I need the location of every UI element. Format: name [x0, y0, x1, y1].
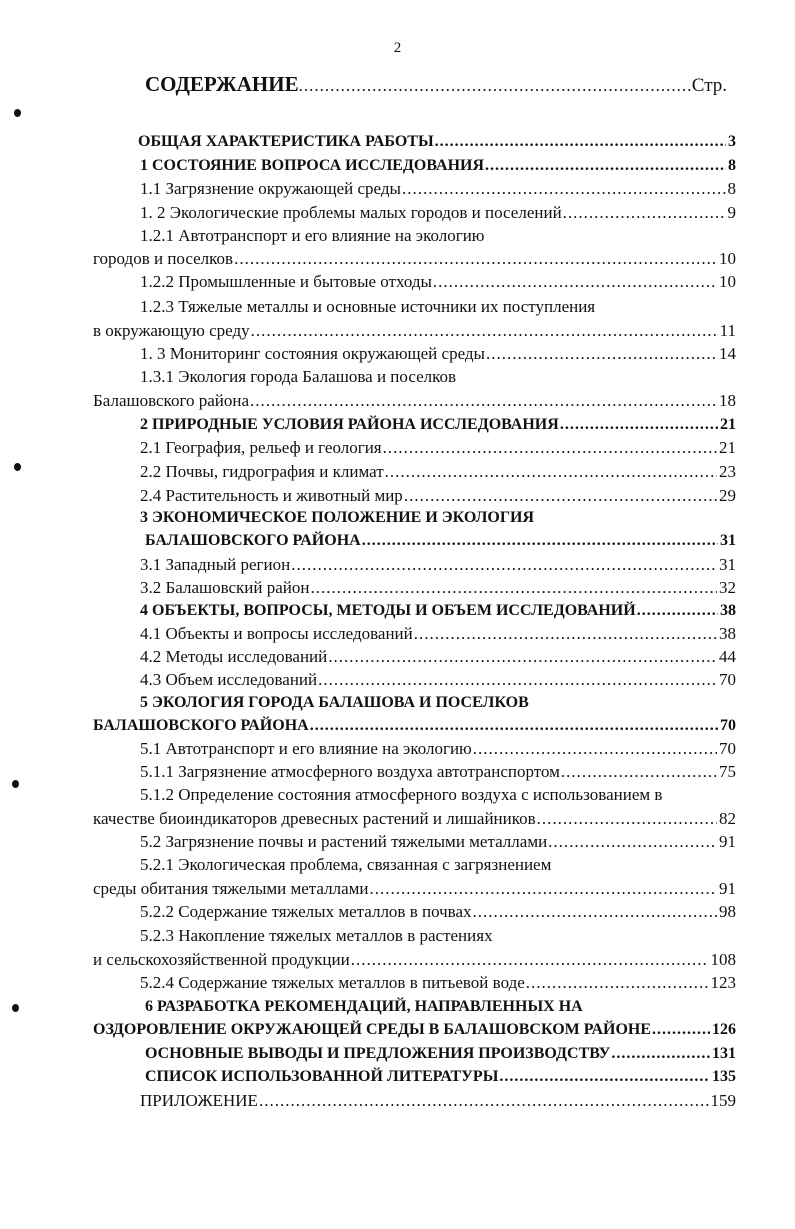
toc-entry-page: 126 [712, 1021, 736, 1038]
toc-entry [140, 225, 485, 247]
dot-leader [362, 530, 718, 552]
toc-entry [93, 1019, 736, 1041]
toc-entry-page: 8 [727, 179, 736, 198]
toc-entry-title: 3 ЭКОНОМИЧЕСКОЕ ПОЛОЖЕНИЕ И ЭКОЛОГИЯ [140, 509, 535, 526]
toc-entry-page: 70 [719, 739, 736, 758]
toc-entry [140, 271, 736, 293]
toc-entry-page: 10 [719, 272, 736, 291]
toc-entry-title: 5.2.4 Содержание тяжелых металлов в питьевой воде [140, 973, 525, 992]
toc-entry-page: 21 [719, 438, 736, 457]
scan-speck [14, 463, 21, 471]
toc-entry [140, 554, 736, 576]
toc-entry-page: 123 [710, 973, 736, 992]
dot-leader [251, 320, 718, 342]
dot-leader [291, 554, 717, 576]
toc-entry-title: 4 ОБЪЕКТЫ, ВОПРОСЫ, МЕТОДЫ И ОБЪЕМ ИССЛЕДОВАНИЙ [140, 602, 636, 619]
toc-entry [140, 507, 534, 529]
dot-leader [563, 202, 726, 224]
dot-leader [486, 343, 717, 365]
toc-entry [140, 831, 736, 853]
dot-leader [473, 738, 717, 760]
dot-leader [435, 131, 726, 153]
toc-entry-page: 14 [719, 344, 736, 363]
toc-entry-title: и сельскохозяйственной продукции [93, 950, 350, 969]
scan-speck [14, 109, 21, 117]
toc-entry [140, 784, 662, 806]
dot-leader [259, 1090, 709, 1112]
dot-leader [499, 1066, 710, 1088]
toc-entry-page: 29 [719, 486, 736, 505]
toc-entry-page: 98 [719, 902, 736, 921]
toc-entry-title: 5.2.3 Накопление тяжелых металлов в растениях [140, 926, 493, 945]
toc-entry-page: 38 [719, 624, 736, 643]
toc-entry-title: 1. 3 Мониторинг состояния окружающей среды [140, 344, 485, 363]
toc-entry-title: 3.2 Балашовский район [140, 578, 310, 597]
toc-entry-title: 5.2 Загрязнение почвы и растений тяжелыми металлами [140, 832, 548, 851]
page-column-label: Стр. [691, 75, 727, 96]
toc-entry-title: ПРИЛОЖЕНИЕ [140, 1091, 258, 1110]
toc-entry [140, 414, 736, 436]
dot-leader [473, 901, 717, 923]
toc-entry-page: 70 [720, 717, 736, 734]
toc-entry-title: 5.2.1 Экологическая проблема, связанная с загрязнением [140, 855, 552, 874]
toc-entry [93, 715, 736, 737]
toc-entry-title: СПИСОК ИСПОЛЬЗОВАННОЙ ЛИТЕРАТУРЫ [145, 1068, 499, 1085]
toc-entry-page: 75 [719, 762, 736, 781]
toc-entry-page: 38 [720, 602, 736, 619]
dot-leader [383, 437, 717, 459]
toc-entry [140, 577, 736, 599]
dot-leader [250, 390, 717, 412]
toc-entry-page: 91 [719, 879, 736, 898]
toc-entry-page: 21 [720, 416, 736, 433]
dot-leader [385, 461, 717, 483]
toc-entry-title: Балашовского района [93, 391, 250, 410]
toc-entry-page: 32 [719, 578, 736, 597]
toc-entry-title: 4.3 Объем исследований [140, 670, 318, 689]
page-number: 2 [393, 40, 402, 56]
toc-entry [140, 366, 456, 388]
toc-entry-page: 9 [727, 203, 736, 222]
toc-entry-title: в окружающую среду [93, 321, 250, 340]
toc-entry-title: 2.4 Растительность и животный мир [140, 486, 403, 505]
toc-entry [145, 1066, 736, 1088]
toc-entry-title: ОСНОВНЫЕ ВЫВОДЫ И ПРЕДЛОЖЕНИЯ ПРОИЗВОДСТВУ [145, 1045, 611, 1062]
toc-entry-page: 82 [719, 809, 736, 828]
toc-entry-page: 18 [719, 391, 736, 410]
toc-entry-title: БАЛАШОВСКОГО РАЙОНА [93, 717, 309, 734]
toc-entry [93, 878, 736, 900]
toc-entry [140, 178, 736, 200]
toc-entry-title: 5.1.2 Определение состояния атмосферного воздуха с использованием в [140, 785, 663, 804]
toc-entry-title: 2 ПРИРОДНЫЕ УСЛОВИЯ РАЙОНА ИССЛЕДОВАНИЯ [140, 416, 559, 433]
toc-entry-title: 1. 2 Экологические проблемы малых городов и поселений [140, 203, 562, 222]
toc-entry [140, 155, 736, 177]
toc-entry [140, 343, 736, 365]
toc-entry-title: БАЛАШОВСКОГО РАЙОНА [145, 532, 361, 549]
toc-entry [140, 485, 736, 507]
toc-entry [140, 761, 736, 783]
toc-entry [140, 437, 736, 459]
dot-leader [414, 623, 717, 645]
scan-speck [12, 780, 19, 788]
toc-entry [93, 390, 736, 412]
toc-entry [140, 461, 736, 483]
toc-title: СОДЕРЖАНИЕ [145, 72, 299, 96]
toc-entry [145, 996, 583, 1018]
toc-entry-title: 1.2.1 Автотранспорт и его влияние на экологию [140, 226, 485, 245]
toc-entry-title: 1 СОСТОЯНИЕ ВОПРОСА ИССЛЕДОВАНИЯ [140, 157, 485, 174]
toc-entry-page: 159 [710, 1091, 736, 1110]
dot-leader [433, 271, 717, 293]
toc-entry [140, 600, 736, 622]
toc-entry [140, 646, 736, 668]
toc-entry [140, 296, 595, 318]
toc-entry-title: 1.1 Загрязнение окружающей среды [140, 179, 401, 198]
toc-entry-title: 4.1 Объекты и вопросы исследований [140, 624, 413, 643]
toc-entry-title: среды обитания тяжелыми металлами [93, 879, 369, 898]
toc-entry-page: 11 [719, 321, 736, 340]
toc-entry [140, 738, 736, 760]
dot-leader [560, 414, 718, 436]
toc-heading [145, 72, 727, 98]
toc-entry-title: 5.1.1 Загрязнение атмосферного воздуха автотранспортом [140, 762, 560, 781]
dot-leader [234, 248, 717, 270]
toc-entry-page: 10 [719, 249, 736, 268]
toc-entry-page: 31 [719, 555, 736, 574]
toc-entry-title: 2.1 География, рельеф и геология [140, 438, 382, 457]
dot-leader [637, 600, 718, 622]
toc-entry-title: городов и поселков [93, 249, 234, 268]
toc-entry [140, 854, 551, 876]
dot-leader [299, 76, 692, 96]
toc-entry [145, 530, 736, 552]
dot-leader [537, 808, 717, 830]
dot-leader [311, 577, 718, 599]
dot-leader [404, 485, 717, 507]
dot-leader [370, 878, 718, 900]
toc-entry-title: 2.2 Почвы, гидрография и климат [140, 462, 384, 481]
toc-entry [93, 320, 736, 342]
toc-entry-page: 23 [719, 462, 736, 481]
toc-entry-title: 1.3.1 Экология города Балашова и поселков [140, 367, 457, 386]
toc-entry [140, 1090, 736, 1112]
toc-entry-title: ОЗДОРОВЛЕНИЕ ОКРУЖАЮЩЕЙ СРЕДЫ В БАЛАШОВСКОМ РАЙОНЕ [93, 1021, 652, 1038]
dot-leader [526, 972, 709, 994]
toc-entry-page: 44 [719, 647, 736, 666]
toc-entry [140, 901, 736, 923]
toc-entry [138, 131, 736, 153]
toc-entry-title: 5.2.2 Содержание тяжелых металлов в почвах [140, 902, 472, 921]
toc-entry [93, 248, 736, 270]
toc-entry-title: 5.1 Автотранспорт и его влияние на экологию [140, 739, 472, 758]
dot-leader [328, 646, 717, 668]
toc-entry [140, 623, 736, 645]
toc-entry [145, 1043, 736, 1065]
dot-leader [485, 155, 726, 177]
toc-entry-title: 4.2 Методы исследований [140, 647, 328, 666]
toc-entry-page: 3 [728, 133, 736, 150]
toc-entry-page: 70 [719, 670, 736, 689]
toc-entry-page: 8 [728, 157, 736, 174]
scan-speck [12, 1004, 19, 1012]
dot-leader [351, 949, 709, 971]
dot-leader [310, 715, 718, 737]
toc-entry [140, 925, 493, 947]
dot-leader [561, 761, 717, 783]
dot-leader [318, 669, 717, 691]
toc-entry [140, 972, 736, 994]
toc-entry-page: 131 [712, 1045, 736, 1062]
toc-entry [140, 669, 736, 691]
toc-entry-title: 1.2.2 Промышленные и бытовые отходы [140, 272, 432, 291]
toc-entry-title: 3.1 Западный регион [140, 555, 291, 574]
toc-entry [140, 692, 529, 714]
toc-entry-page: 31 [720, 532, 736, 549]
toc-entry [93, 808, 736, 830]
toc-entry-page: 91 [719, 832, 736, 851]
dot-leader [548, 831, 717, 853]
dot-leader [611, 1043, 710, 1065]
toc-entry [93, 949, 736, 971]
toc-entry-page: 108 [710, 950, 736, 969]
toc-entry [140, 202, 736, 224]
toc-entry-title: качестве биоиндикаторов древесных растений и лишайников [93, 809, 536, 828]
dot-leader [402, 178, 726, 200]
toc-entry-title: 6 РАЗРАБОТКА РЕКОМЕНДАЦИЙ, НАПРАВЛЕННЫХ НА [145, 998, 583, 1015]
toc-entry-title: 5 ЭКОЛОГИЯ ГОРОДА БАЛАШОВА И ПОСЕЛКОВ [140, 694, 529, 711]
dot-leader [652, 1019, 710, 1041]
toc-entry-page: 135 [712, 1068, 736, 1085]
toc-entry-title: ОБЩАЯ ХАРАКТЕРИСТИКА РАБОТЫ [138, 133, 434, 150]
toc-entry-title: 1.2.3 Тяжелые металлы и основные источники их поступления [140, 297, 596, 316]
